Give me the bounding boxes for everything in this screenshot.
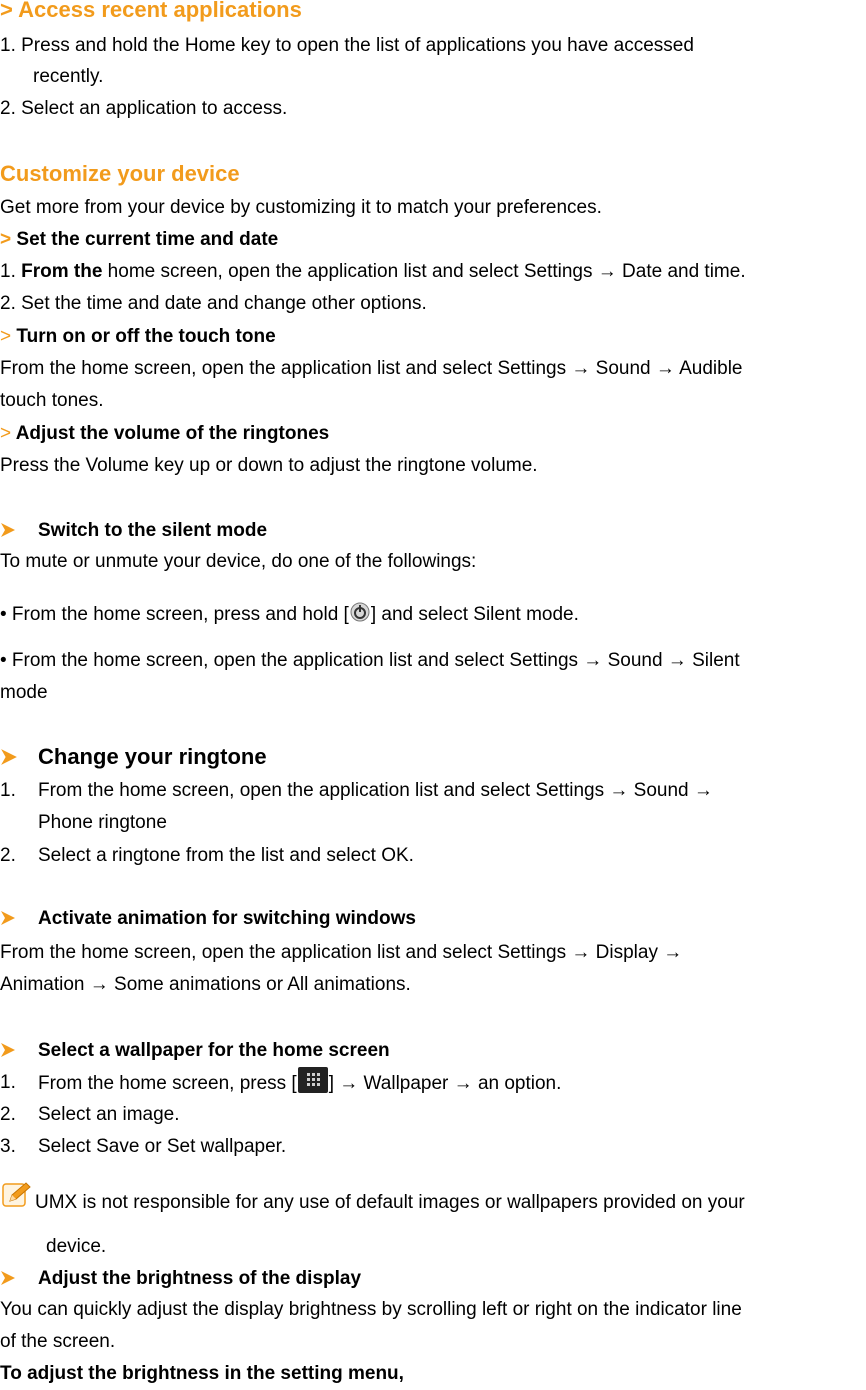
access-step1-line1: 1. Press and hold the Home key to open the list of applications you have accessed xyxy=(0,35,694,56)
animation-title: Activate animation for switching windows xyxy=(38,908,416,929)
brightness-sub: To adjust the brightness in the setting menu, xyxy=(0,1363,404,1384)
menu-grid-icon xyxy=(298,1067,328,1093)
note-line1: UMX is not responsible for any use of default images or wallpapers provided on your xyxy=(35,1192,745,1213)
brightness-title: Adjust the brightness of the display xyxy=(38,1268,362,1289)
wallpaper-step1-num: 1. xyxy=(0,1072,16,1093)
volume-marker: > xyxy=(0,423,12,444)
time-step1: 1. From the home screen, open the application list and select Settings → Date and time. xyxy=(0,261,746,282)
note-line2: device. xyxy=(46,1236,107,1257)
silent-bullet2-line2: mode xyxy=(0,682,48,703)
volume-title: Adjust the volume of the ringtones xyxy=(15,423,330,444)
arrowhead-bullet-icon xyxy=(0,1042,16,1058)
time-step2: 2. Set the time and date and change other options. xyxy=(0,293,427,314)
volume-heading xyxy=(0,418,329,450)
touch-marker: > xyxy=(0,326,12,347)
touch-title: Turn on or off the touch tone xyxy=(16,326,276,347)
arrowhead-bullet-icon xyxy=(0,910,16,926)
ringtone-step1-line2: Phone ringtone xyxy=(38,812,167,833)
customize-intro: Get more from your device by customizing it to match your preferences. xyxy=(0,197,602,218)
animation-line1: From the home screen, open the application list and select Settings → Display → xyxy=(0,942,683,963)
ringtone-title: Change your ringtone xyxy=(38,744,267,769)
note-pencil-icon xyxy=(2,1182,32,1208)
wallpaper-title: Select a wallpaper for the home screen xyxy=(38,1040,390,1061)
wallpaper-step3-num: 3. xyxy=(0,1136,16,1157)
ringtone-step1-line1: From the home screen, open the application list and select Settings → Sound → xyxy=(38,780,713,801)
wallpaper-step2-num: 2. xyxy=(0,1104,16,1125)
brightness-line2: of the screen. xyxy=(0,1331,116,1352)
access-step1-line2: recently. xyxy=(33,66,104,87)
touch-line2: touch tones. xyxy=(0,390,104,411)
time-heading xyxy=(0,224,278,256)
power-icon xyxy=(350,602,370,622)
arrowhead-bullet-icon xyxy=(0,1270,16,1286)
silent-intro: To mute or unmute your device, do one of the followings: xyxy=(0,551,477,572)
silent-title: Switch to the silent mode xyxy=(38,520,268,541)
arrowhead-bullet-icon xyxy=(0,748,18,766)
silent-bullet2-line1: • From the home screen, open the application list and select Settings → Sound → Silent xyxy=(0,650,740,671)
brightness-line1: You can quickly adjust the display brightness by scrolling left or right on the indicator line xyxy=(0,1299,742,1320)
ringtone-step1-num: 1. xyxy=(0,780,16,801)
silent-bullet1: • From the home screen, press and hold [ ] and select Silent mode. xyxy=(0,604,579,625)
access-step2: 2. Select an application to access. xyxy=(0,98,288,119)
touch-heading xyxy=(0,321,276,353)
time-marker: > xyxy=(0,229,12,250)
ringtone-step2: Select a ringtone from the list and select OK. xyxy=(38,845,414,866)
arrowhead-bullet-icon xyxy=(0,522,16,538)
animation-line2: Animation → Some animations or All animations. xyxy=(0,974,411,995)
ringtone-step2-num: 2. xyxy=(0,845,16,866)
wallpaper-step3: Select Save or Set wallpaper. xyxy=(38,1136,287,1157)
touch-line1: From the home screen, open the application list and select Settings → Sound → Audible xyxy=(0,358,743,379)
access-heading: > Access recent applications xyxy=(0,0,302,22)
customize-heading: Customize your device xyxy=(0,161,240,186)
time-title: Set the current time and date xyxy=(16,229,279,250)
wallpaper-step1: From the home screen, press [ ] → Wallpaper → an option. xyxy=(38,1067,561,1100)
wallpaper-step2: Select an image. xyxy=(38,1104,180,1125)
volume-line1: Press the Volume key up or down to adjust the ringtone volume. xyxy=(0,455,538,476)
